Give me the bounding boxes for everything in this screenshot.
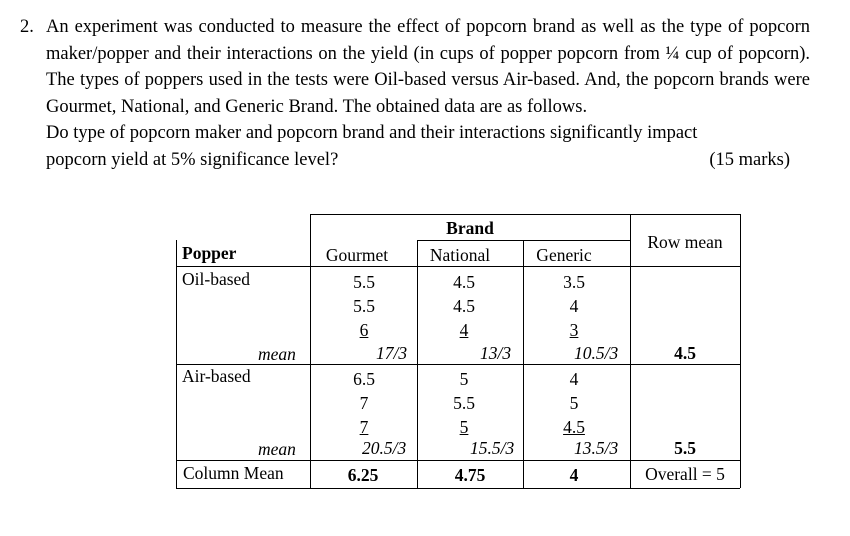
- value-oil-gourmet-1: 5.5: [353, 272, 375, 292]
- mean-oil-gourmet: 17/3: [376, 343, 408, 363]
- table-rule-air: [176, 460, 740, 461]
- mean-oil-national: 13/3: [480, 343, 512, 363]
- mean-label-oil: mean: [258, 344, 296, 364]
- brand-header: Brand: [446, 218, 494, 238]
- mean-oil-generic: 10.5/3: [574, 343, 619, 363]
- mean-air-gourmet: 20.5/3: [362, 438, 407, 458]
- value-oil-generic-1: 3.5: [563, 272, 585, 292]
- table-rule-header: [176, 266, 740, 267]
- column-mean-generic: 4: [569, 465, 579, 485]
- table-border-top: [310, 214, 740, 215]
- value-air-gourmet-2: 7: [359, 393, 369, 413]
- table-divider-generic: [630, 214, 631, 488]
- question-paragraph-2-text: popcorn yield at 5% significance level?: [46, 149, 339, 170]
- column-header-generic: Generic: [536, 245, 592, 265]
- value-air-national-2: 5.5: [453, 393, 475, 413]
- row-label-air-based: Air-based: [182, 366, 251, 386]
- value-oil-generic-2: 4: [569, 296, 579, 316]
- value-air-gourmet-1: 6.5: [353, 369, 375, 389]
- column-header-national: National: [429, 245, 491, 265]
- mean-air-national: 15.5/3: [470, 438, 515, 458]
- column-mean-gourmet: 6.25: [347, 465, 379, 485]
- value-air-generic-3: 4.5: [563, 417, 585, 437]
- overall-mean: Overall = 5: [645, 464, 725, 484]
- table-border-bottom: [176, 488, 740, 489]
- value-air-generic-1: 4: [569, 369, 579, 389]
- question-paragraph-1: An experiment was conducted to measure the effect of popcorn brand as well as the type of popcorn maker/popper and their interactions on the yield (in cups of popper popcorn from ¼ cup of popcorn). The types of poppers used in the tests were Oil-based versus Air-based. And, the popcorn brands were Gourmet, National, and Generic Brand. The obtained data are as follows.: [46, 17, 810, 117]
- table-divider-popper: [310, 214, 311, 488]
- value-oil-national-1: 4.5: [453, 272, 475, 292]
- brand-underline: [417, 240, 630, 241]
- popper-header: Popper: [182, 243, 237, 263]
- row-mean-air: 5.5: [674, 438, 696, 458]
- table-divider-national: [523, 240, 524, 488]
- marks-label: (15 marks): [709, 149, 790, 170]
- value-air-generic-2: 5: [569, 393, 579, 413]
- row-mean-header: Row mean: [647, 232, 723, 252]
- column-header-gourmet: Gourmet: [325, 245, 389, 265]
- mean-label-air: mean: [258, 439, 296, 459]
- value-oil-national-2: 4.5: [453, 296, 475, 316]
- row-mean-oil: 4.5: [674, 343, 696, 363]
- question-number: 2.: [20, 17, 34, 37]
- table-border-left: [176, 240, 177, 488]
- value-oil-national-3: 4: [459, 320, 469, 340]
- table-border-right: [740, 214, 741, 488]
- value-oil-generic-3: 3: [569, 320, 579, 340]
- value-air-national-3: 5: [459, 417, 469, 437]
- value-oil-gourmet-2: 5.5: [353, 296, 375, 316]
- value-air-gourmet-3: 7: [359, 417, 369, 437]
- table-divider-gourmet: [417, 240, 418, 488]
- table-rule-oil: [176, 364, 740, 365]
- column-mean-label: Column Mean: [183, 463, 284, 483]
- column-mean-national: 4.75: [454, 465, 486, 485]
- row-label-oil-based: Oil-based: [182, 269, 251, 289]
- value-air-national-1: 5: [459, 369, 469, 389]
- mean-air-generic: 13.5/3: [574, 438, 619, 458]
- question-paragraph-2-line-1: Do type of popcorn maker and popcorn brand and their interactions significantly impact: [46, 123, 698, 143]
- value-oil-gourmet-3: 6: [359, 320, 369, 340]
